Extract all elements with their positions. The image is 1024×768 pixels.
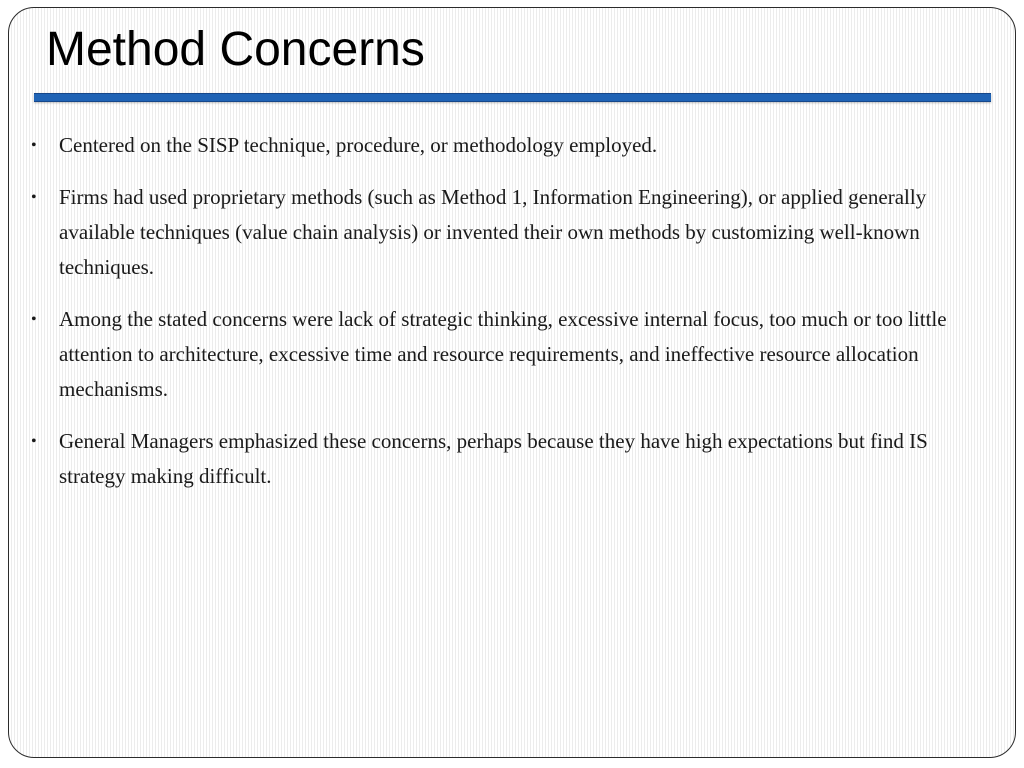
bullet-text: Among the stated concerns were lack of strategic thinking, excessive internal focus, too much or too little attention to architecture, excessive time and resource requirements, and ineffective resource allocation mechanisms. xyxy=(59,307,947,401)
title-underline-bar xyxy=(34,93,991,102)
bullet-marker: • xyxy=(31,433,37,450)
bullet-text: Centered on the SISP technique, procedure, or methodology employed. xyxy=(59,133,658,157)
bullet-marker: • xyxy=(31,311,37,328)
bullet-marker: • xyxy=(31,189,37,206)
bullet-item xyxy=(27,302,997,407)
slide-title: Method Concerns xyxy=(46,23,425,76)
bullet-text: Firms had used proprietary methods (such as Method 1, Information Engineering), or applied generally available techniques (value chain analysis) or invented their own methods by customizing well-known techniques. xyxy=(59,185,927,279)
bullet-item xyxy=(27,424,997,494)
bullet-text: General Managers emphasized these concerns, perhaps because they have high expectations but find IS strategy making difficult. xyxy=(59,429,928,488)
slide xyxy=(8,7,1016,758)
bullet-item xyxy=(27,128,997,163)
bullet-item xyxy=(27,180,997,285)
bullet-list xyxy=(27,128,997,511)
bullet-marker: • xyxy=(31,137,37,154)
